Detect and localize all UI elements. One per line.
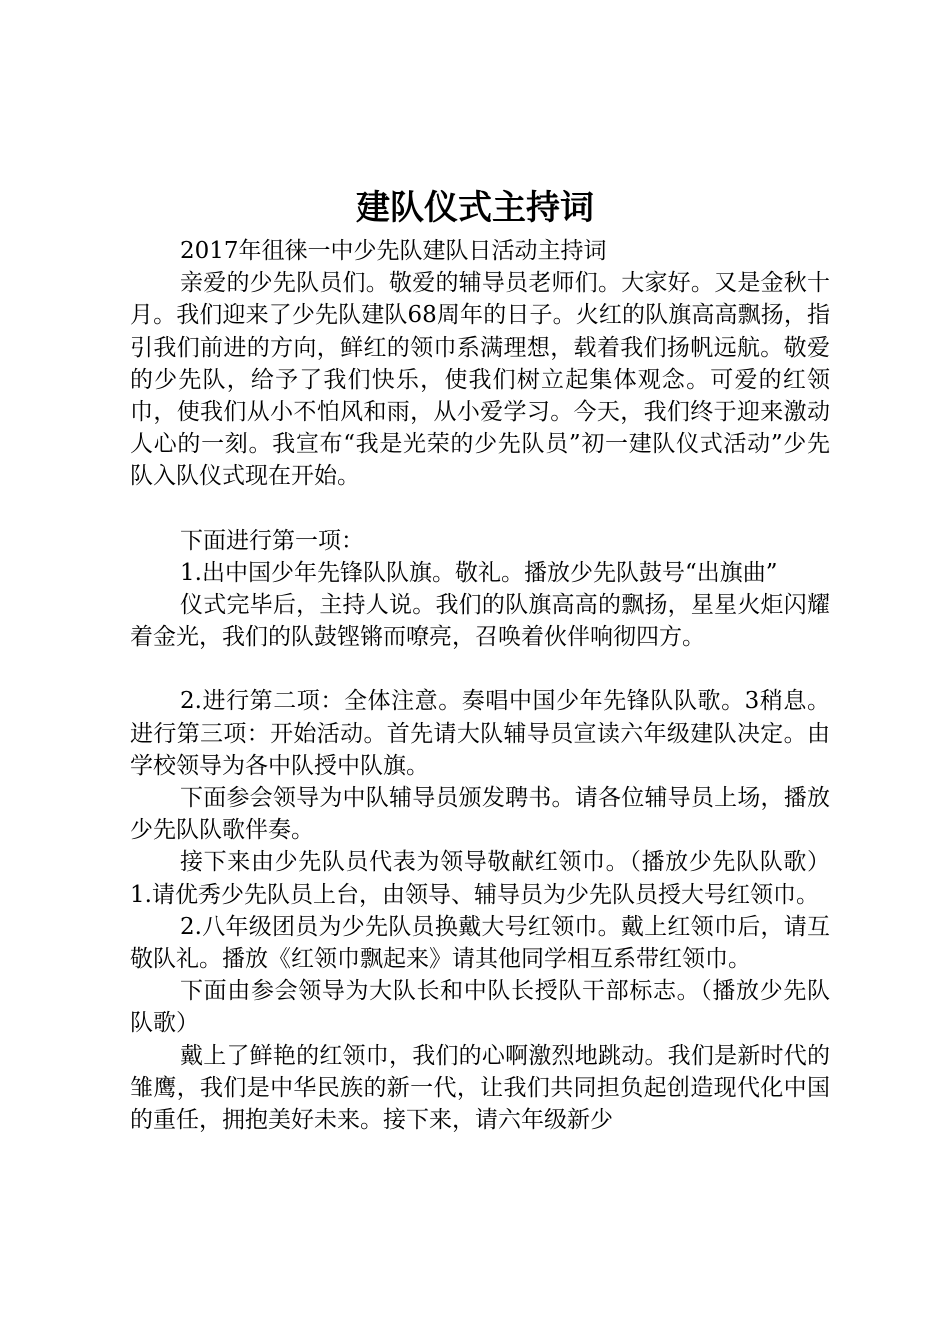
step-one-paragraph: 1.出中国少年先锋队队旗。敬礼。播放少先队鼓号“出旗曲” bbox=[180, 559, 778, 586]
scarf-presentation-paragraph: 接下来由少先队员代表为领导敬献红领巾。（播放少先队队歌）1.请优秀少先队员上台，由领导、辅导员为少先队员授大号红领巾。 bbox=[130, 849, 830, 908]
cadre-badge-paragraph: 下面由参会领导为大队长和中队长授队干部标志。（播放少先队队歌） bbox=[130, 978, 830, 1037]
scarf-exchange-paragraph: 2.八年级团员为少先队员换戴大号红领巾。戴上红领巾后，请互敬队礼。播放《红领巾飘起来》请其他同学相互系带红领巾。 bbox=[130, 913, 830, 973]
subtitle-paragraph: 2017年徂徕一中少先队建队日活动主持词 bbox=[180, 238, 607, 264]
blank-line bbox=[130, 653, 830, 685]
host-remarks-paragraph: 仪式完毕后，主持人说。我们的队旗高高的飘扬，星星火炬闪耀着金光，我们的队鼓铿锵而嘹亮，召唤着伙伴响彻四方。 bbox=[130, 592, 830, 651]
section-intro-paragraph: 下面进行第一项： bbox=[180, 527, 364, 554]
blank-line bbox=[130, 493, 830, 525]
document-body bbox=[130, 235, 830, 1136]
document-title: 建队仪式主持词 bbox=[356, 188, 594, 228]
appointment-paragraph: 下面参会领导为中队辅导员颁发聘书。请各位辅导员上场，播放少先队队歌伴奏。 bbox=[130, 785, 830, 844]
opening-paragraph: 亲爱的少先队员们。敬爱的辅导员老师们。大家好。又是金秋十月。我们迎来了少先队建队68周年的日子。火红的队旗高高飘扬，指引我们前进的方向，鲜红的领巾系满理想，载着我们扬帆远航。敬爱的少先队，给予了我们快乐，使我们树立起集体观念。可爱的红领巾，使我们从小不怕风和雨，从小爱学习。今天，我们终于迎来激动人心的一刻。我宣布“我是光荣的少先队员”初一建队仪式活动”少先队入队仪式现在开始。 bbox=[130, 270, 830, 490]
step-two-paragraph: 2.进行第二项：全体注意。奏唱中国少年先锋队队歌。3稍息。进行第三项：开始活动。首先请大队辅导员宣读六年级建队决定。由学校领导为各中队授中队旗。 bbox=[130, 688, 830, 779]
closing-paragraph: 戴上了鲜艳的红领巾，我们的心啊激烈地跳动。我们是新时代的雏鹰，我们是中华民族的新一代，让我们共同担负起创造现代化中国的重任，拥抱美好未来。接下来，请六年级新少 bbox=[130, 1042, 830, 1134]
